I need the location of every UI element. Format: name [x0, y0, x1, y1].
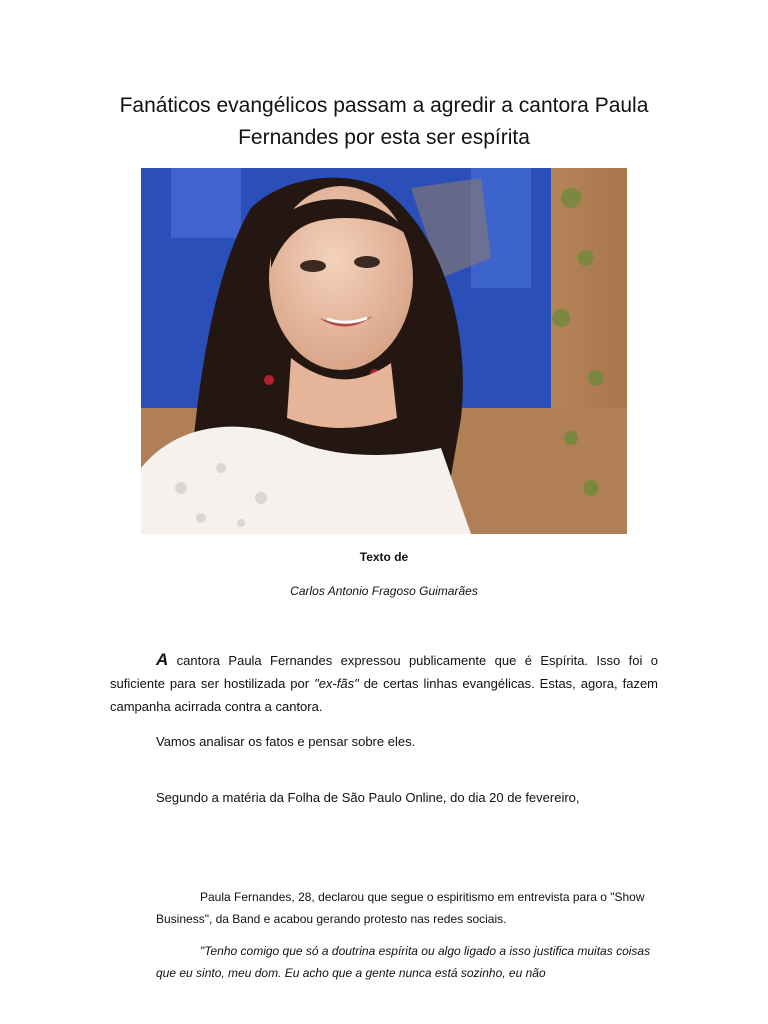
paragraph-intro-emphasis: "ex-fãs" — [314, 676, 359, 691]
paragraph-intro — [110, 648, 658, 718]
article-title: Fanáticos evangélicos passam a agredir a cantora Paula Fernandes por esta ser espírita — [119, 94, 649, 149]
article-photo — [141, 168, 627, 534]
byline-author: Carlos Antonio Fragoso Guimarães — [290, 584, 478, 598]
paragraph-intro-text-b: de certas linhas evangélicas. Estas, agora, fazem campanha acirrada contra a cantora. — [110, 676, 658, 714]
paragraph-intro-text-a: cantora Paula Fernandes expressou publicamente que é Espírita. Isso foi o suficiente para ser hostilizada por — [110, 653, 658, 691]
drop-cap: A — [156, 650, 169, 669]
byline-label: Texto de — [359, 550, 409, 564]
portrait-illustration — [141, 168, 627, 534]
quote-paragraph-1: Paula Fernandes, 28, declarou que segue o espiritismo em entrevista para o "Show Business", da Band e acabou gerando protesto nas redes sociais. — [156, 890, 645, 926]
quote-paragraph-2: "Tenho comigo que só a doutrina espírita ou algo ligado a isso justifica muitas coisas que eu sinto, meu dom. Eu acho que a gente nunca está sozinho, eu não — [156, 944, 651, 980]
paragraph-source: Segundo a matéria da Folha de São Paulo Online, do dia 20 de fevereiro, — [156, 790, 580, 805]
paragraph-analysis: Vamos analisar os fatos e pensar sobre eles. — [156, 734, 416, 749]
